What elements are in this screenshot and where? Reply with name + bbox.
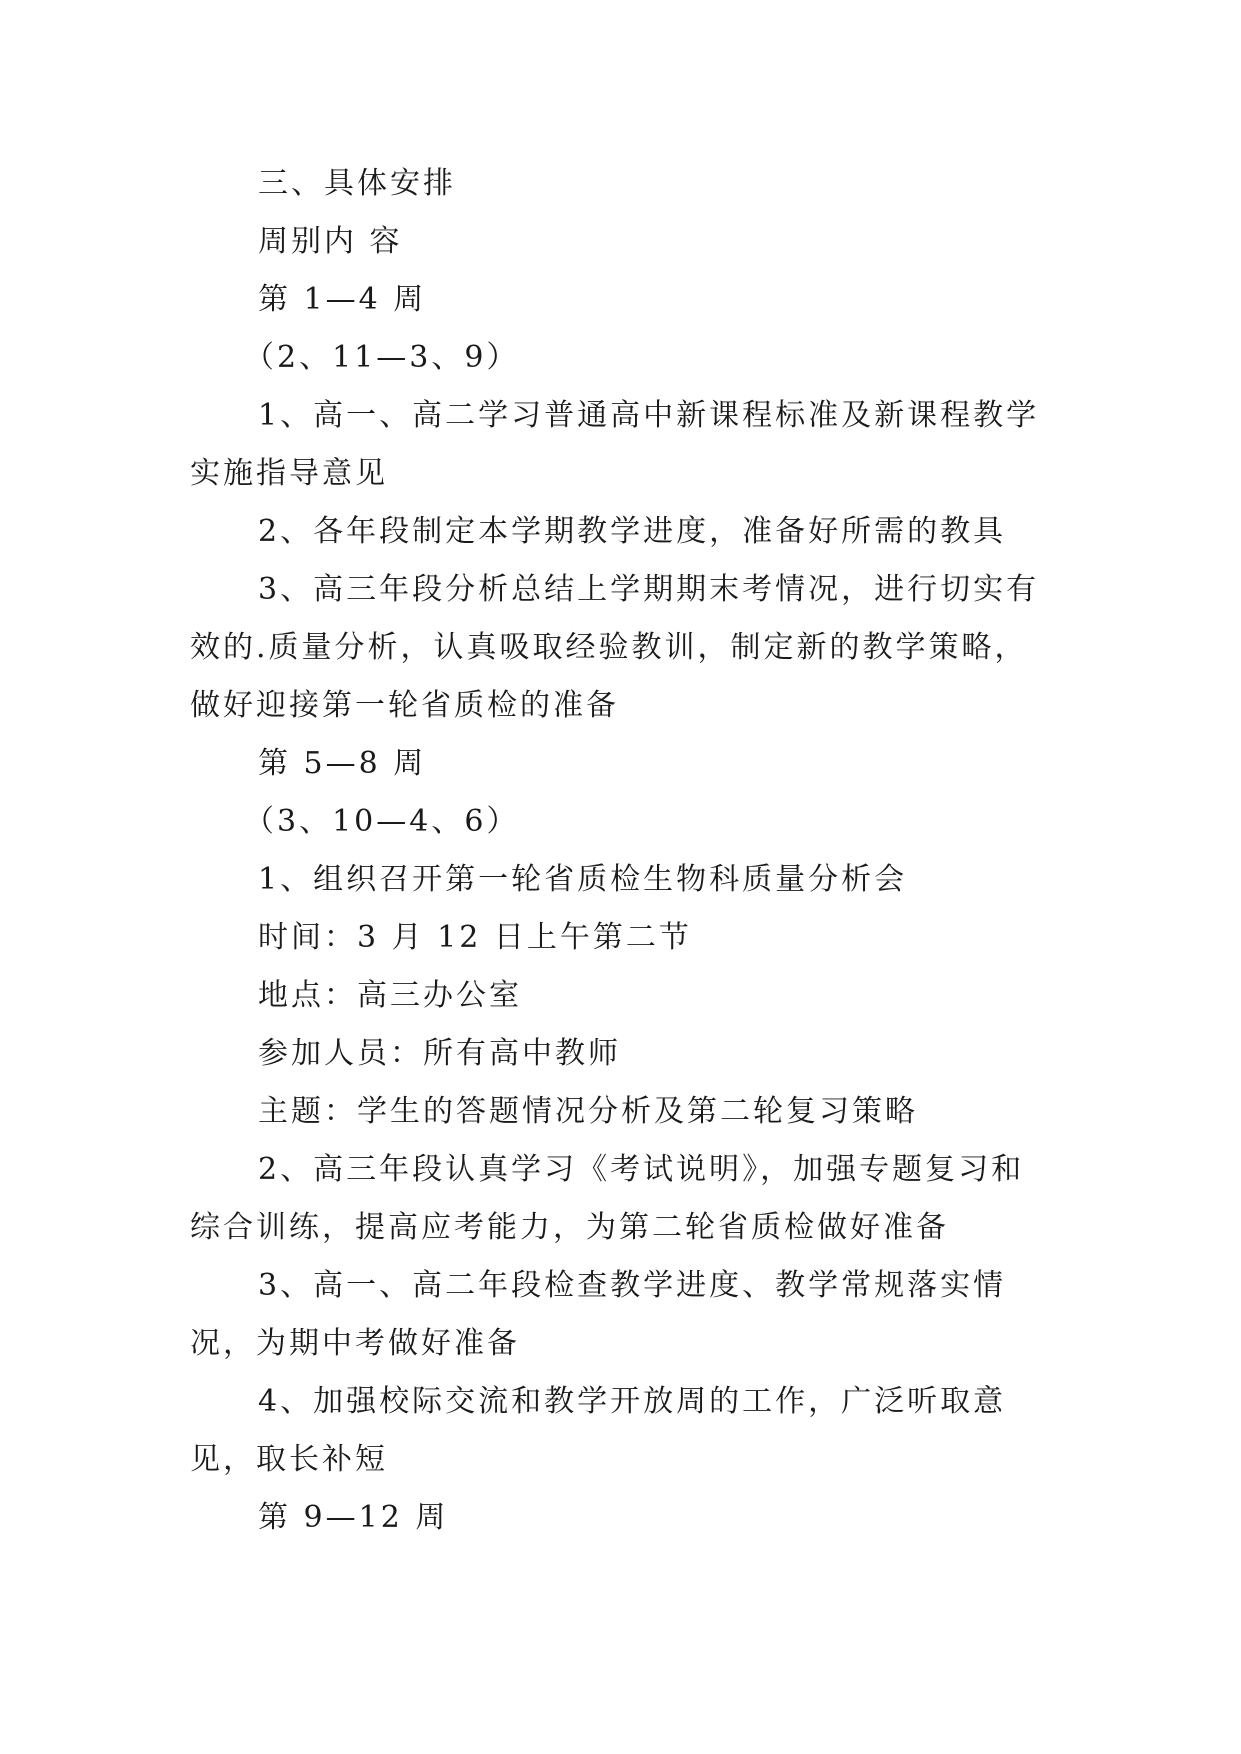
paragraph: 3、高三年段分析总结上学期期末考情况，进行切实有效的.质量分析，认真吸取经验教训，制定新的教学策略，做好迎接第一轮省质检的准备	[190, 572, 1040, 723]
week-range: 第 9—12 周	[258, 1500, 449, 1535]
paragraph: 1、组织召开第一轮省质检生物科质量分析会	[258, 862, 908, 897]
paragraph: 3、高一、高二年段检查教学进度、教学常规落实情况，为期中考做好准备	[190, 1268, 1007, 1361]
table-header: 周别内 容	[258, 224, 403, 259]
paragraph: 1、高一、高二学习普通高中新课程标准及新课程教学实施指导意见	[190, 398, 1040, 491]
date-range: （2、11—3、9）	[244, 340, 520, 375]
paragraph: 4、加强校际交流和教学开放周的工作，广泛听取意见，取长补短	[190, 1384, 1007, 1477]
week-range: 第 1—4 周	[258, 282, 427, 317]
date-range: （3、10—4、6）	[244, 804, 520, 839]
section-heading: 三、具体安排	[258, 166, 456, 201]
paragraph: 2、高三年段认真学习《考试说明》，加强专题复习和综合训练，提高应考能力，为第二轮省质检做好准备	[190, 1152, 1025, 1245]
paragraph: 地点：高三办公室	[258, 978, 522, 1013]
paragraph: 时间：3 月 12 日上午第二节	[258, 920, 692, 955]
paragraph: 参加人员：所有高中教师	[258, 1036, 621, 1071]
week-range: 第 5—8 周	[258, 746, 427, 781]
paragraph: 2、各年段制定本学期教学进度，准备好所需的教具	[258, 514, 1007, 549]
paragraph: 主题：学生的答题情况分析及第二轮复习策略	[258, 1094, 918, 1129]
document-body	[190, 155, 1050, 1547]
